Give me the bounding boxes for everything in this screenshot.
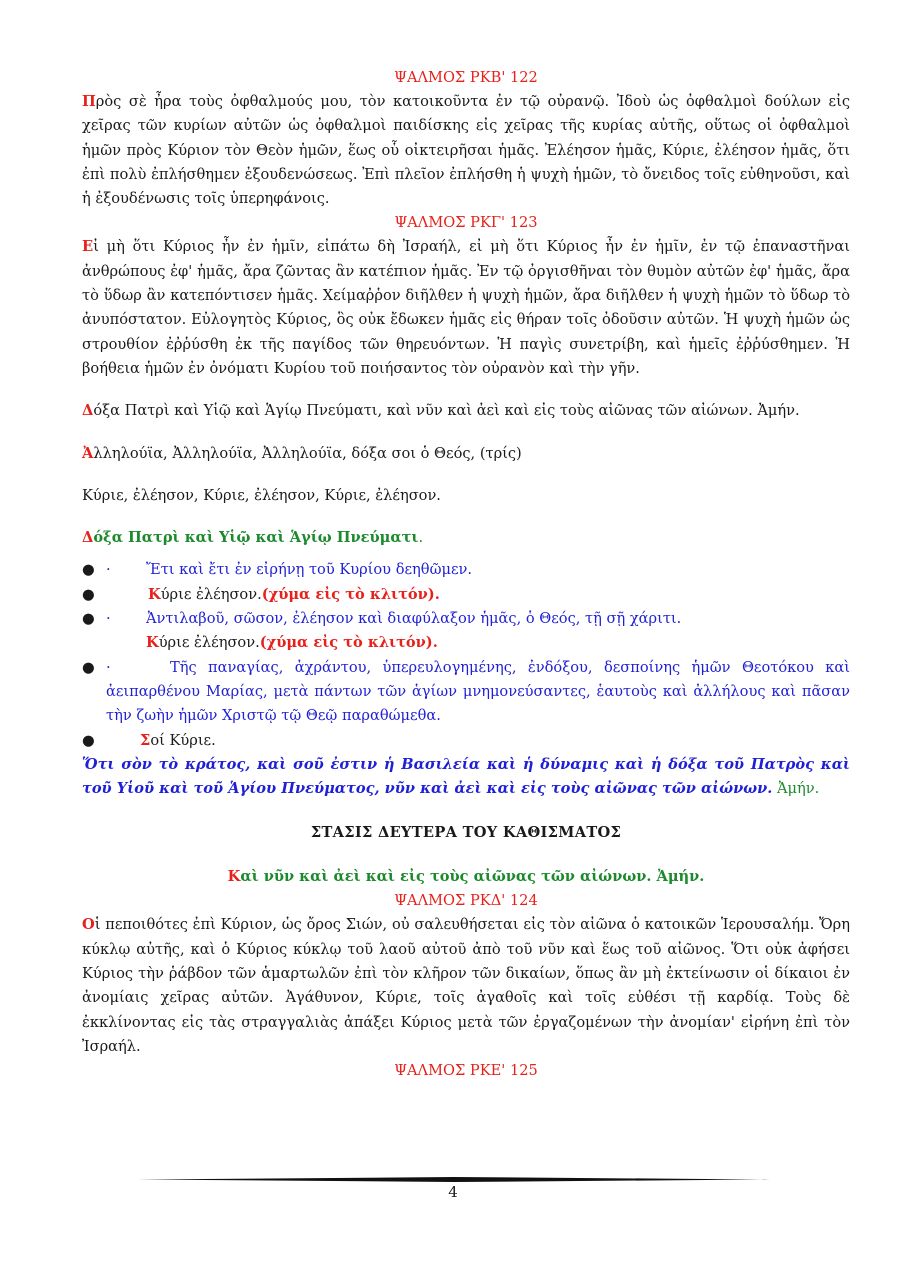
psalm-123-title: ΨΑΛΜΟΣ ΡΚΓ' 123 [394, 214, 538, 232]
page-number: 4 [448, 1183, 458, 1201]
litany-item: Κύριε ἐλέησον.(χύμα εἰς τὸ κλιτόν). [146, 634, 438, 652]
doxa-short-body: όξα Πατρὶ καὶ Υἱῷ καὶ Ἁγίῳ Πνεύματι [93, 529, 419, 547]
drop-initial: Ἀ [82, 444, 94, 462]
bullet-icon: ● [82, 731, 95, 749]
drop-initial: Π [82, 93, 96, 110]
litany-item: ● · Ἔτι καὶ ἔτι ἐν εἰρήνῃ τοῦ Κυρίου δεηθῶμεν. [82, 558, 850, 582]
bullet-icon: ● [82, 658, 95, 676]
kyrie-eleison: Κύριε, ἐλέησον, Κύριε, ἐλέησον, Κύριε, ἐλέησον. [82, 486, 441, 504]
litany-item: ● · Ἀντιλαβοῦ, σῶσον, ἐλέησον καὶ διαφύλαξον ἡμᾶς, ὁ Θεός, τῇ σῇ χάριτι. [82, 607, 850, 631]
doxology [82, 399, 850, 423]
litany-item: ● · Τῆς παναγίας, ἀχράντου, ὑπερευλογημένης, ἐνδόξου, δεσποίνης ἡμῶν Θεοτόκου καὶ ἀειπαρθένου Μαρίας, μετὰ πάντων τῶν ἁγίων μνημονεύσαντες, ἑαυτοὺς καὶ ἀλλήλους καὶ πᾶσαν τὴν ζωὴν ἡμῶν Χριστῷ τῷ Θεῷ παραθώμεθα. [82, 656, 850, 729]
alleluia-body: λληλούϊα, Ἀλληλούϊα, Ἀλληλούϊα, δόξα σοι ὁ Θεός, (τρίς) [93, 444, 522, 462]
psalm-125-title: ΨΑΛΜΟΣ ΡΚΕ' 125 [394, 1062, 538, 1080]
psalm-122-body: ρὸς σὲ ἦρα τοὺς ὀφθαλμούς μου, τὸν κατοικοῦντα ἐν τῷ οὐρανῷ. Ἰδοὺ ὡς ὀφθαλμοὶ δούλων εἰς χεῖρας τῶν κυρίων αὐτῶν ὡς ὀφθαλμοὶ παιδίσκης εἰς χεῖρας τῆς κυρίας αὐτῆς, οὕτως οἱ ὀφθαλμοὶ ἡμῶν πρὸς Κύριον τὸν Θεὸν ἡμῶν, ἕως οὗ οἰκτειρῆσαι ἡμᾶς. Ἐλέησον ἡμᾶς, Κύριε, ἐλέησον ἡμᾶς, ὅτι ἐπὶ πολὺ ἐπλήσθημεν ἐξουδενώσεως. Ἐπὶ πλεῖον ἐπλήσθη ἡ ψυχὴ ἡμῶν, τὸ ὄνειδος τοῖς εὐθηνοῦσι, καὶ ἡ ἐξουδένωσις τοῖς ὑπερηφάνοις. [82, 93, 850, 208]
psalm-122-title: ΨΑΛΜΟΣ ΡΚΒ' 122 [394, 69, 538, 86]
document-page [82, 66, 850, 1083]
psalm-124-body: ἱ πεποιθότες ἐπὶ Κύριον, ὡς ὄρος Σιών, οὐ σαλευθήσεται εἰς τὸν αἰῶνα ὁ κατοικῶν Ἱερουσαλήμ. Ὄρη κύκλῳ αὐτῆς, καὶ ὁ Κύριος κύκλῳ τοῦ λαοῦ αὐτοῦ ἀπὸ τοῦ νῦν καὶ ἕως τοῦ αἰῶνος. Ὅτι οὐκ ἀφήσει Κύριος τὴν ῥάβδον τῶν ἁμαρτωλῶν ἐπὶ τὸν κλῆρον τῶν δικαίων, ὅπως ἂν μὴ ἐκτείνωσιν οἱ δίκαιοι ἐν ἀνομίαις χεῖρας αὐτῶν. Ἀγάθυνον, Κύριε, τοῖς ἀγαθοῖς καὶ τοῖς εὐθέσι τῇ καρδίᾳ. Τοὺς δὲ ἐκκλίνοντας εἰς τὰς στραγγαλιὰς ἀπάξει Κύριος μετὰ τῶν ἐργαζομένων τὴν ἀνομίαν' εἰρήνη ἐπὶ τὸν Ἰσραήλ. [82, 916, 850, 1055]
litany-item: ● Κύριε ἐλέησον.(χύμα εἰς τὸ κλιτόν). [82, 583, 850, 607]
psalm-123-body: ἰ μὴ ὅτι Κύριος ἦν ἐν ἡμῖν, εἰπάτω δὴ Ἰσραήλ, εἰ μὴ ὅτι Κύριος ἦν ἐν ἡμῖν, ἐν τῷ ἐπαναστῆναι ἀνθρώπους ἐφ' ἡμᾶς, ἄρα ζῶντας ἂν κατέπιον ἡμᾶς. Ἐν τῷ ὀργισθῆναι τὸν θυμὸν αὐτῶν ἐφ' ἡμᾶς, ἄρα τὸ ὕδωρ ἂν κατεπόντισεν ἡμᾶς. Χείμαῤῥον διῆλθεν ἡ ψυχὴ ἡμῶν, ἄρα διῆλθεν ἡ ψυχὴ ἡμῶν τὸ ὕδωρ τὸ ἀνυπόστατον. Εὐλογητὸς Κύριος, ὃς οὐκ ἔδωκεν ἡμᾶς εἰς θήραν τοῖς ὀδοῦσιν αὐτῶν. Ἡ ψυχὴ ἡμῶν ὡς στρουθίον ἐῤῥύσθη ἐκ τῆς παγίδος τῶν θηρευόντων. Ἡ παγὶς συνετρίβη, καὶ ἡμεῖς ἐῤῥύσθημεν. Ἡ βοήθεια ἡμῶν ἐν ὀνόματι Κυρίου τοῦ ποιήσαντος τὸν οὐρανὸν καὶ τὴν γῆν. [82, 238, 850, 377]
psalm-123-text [82, 235, 850, 381]
ekphonesis: Ὅτι σὸν τὸ κράτος, καὶ σοῦ ἐστιν ἡ Βασιλεία καὶ ἡ δύναμις καὶ ἡ δόξα τοῦ Πατρὸς καὶ τοῦ Υἱοῦ καὶ τοῦ Ἁγίου Πνεύματος, νῦν καὶ ἀεὶ καὶ εἰς τοὺς αἰῶνας τῶν αἰώνων. Ἀμήν. [82, 755, 850, 798]
alleluia [82, 442, 850, 466]
footer-divider [138, 1177, 770, 1182]
drop-initial: Ε [82, 238, 94, 256]
psalm-122-text [82, 90, 850, 211]
drop-initial: Δ [82, 402, 94, 420]
doxology-body: όξα Πατρὶ καὶ Υἱῷ καὶ Ἁγίῳ Πνεύματι, καὶ νῦν καὶ ἀεὶ καὶ εἰς τοὺς αἰῶνας τῶν αἰώνων. Ἀμήν. [93, 402, 800, 420]
bullet-icon: ● [82, 610, 95, 628]
drop-initial: Δ [82, 529, 94, 547]
kai-nyn: Καὶ νῦν καὶ ἀεὶ καὶ εἰς τοὺς αἰῶνας τῶν αἰώνων. Ἀμήν. [227, 868, 705, 886]
stasis-heading: ΣΤΑΣΙΣ ΔΕΥΤΕΡΑ ΤΟΥ ΚΑΘΙΣΜΑΤΟΣ [310, 824, 622, 842]
psalm-124-text [82, 913, 850, 1059]
litany-item: ● Σοί Κύριε. [82, 729, 850, 753]
drop-initial: Ο [82, 916, 95, 934]
doxa-short: Δόξα Πατρὶ καὶ Υἱῷ καὶ Ἁγίῳ Πνεύματι. [82, 529, 424, 547]
litany-list [82, 558, 850, 752]
bullet-icon: ● [82, 585, 95, 603]
psalm-124-title: ΨΑΛΜΟΣ ΡΚΔ' 124 [394, 892, 538, 910]
bullet-icon: ● [82, 561, 95, 579]
